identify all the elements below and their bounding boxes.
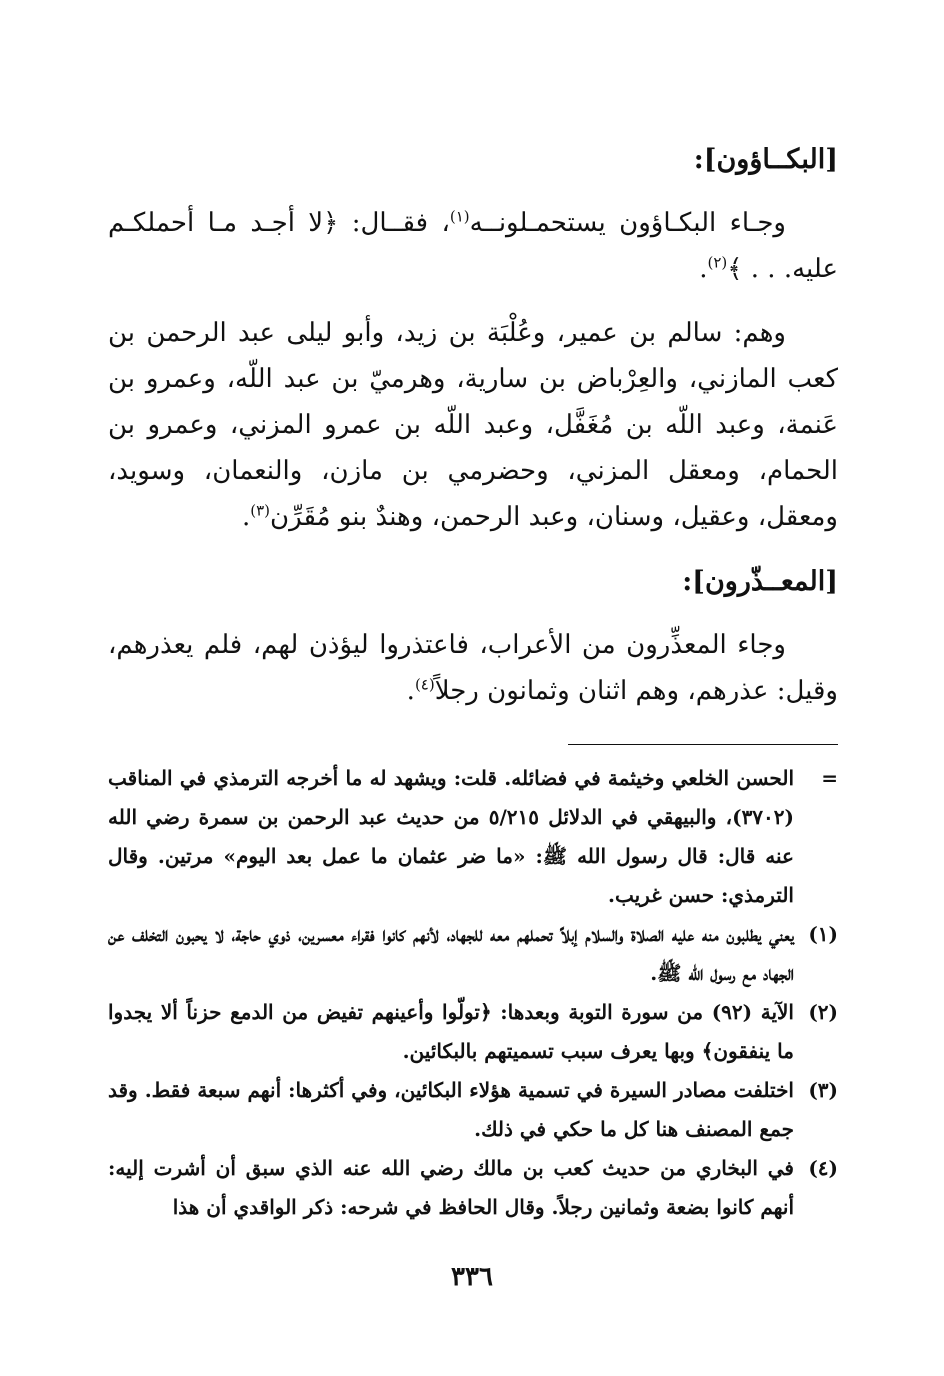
footnote-item	[108, 993, 838, 1071]
footnote-ref[interactable]: (٢)	[707, 253, 728, 272]
footnote-item	[108, 915, 838, 993]
page-number: ٣٣٦	[451, 1262, 493, 1292]
footnote-item	[108, 1149, 838, 1227]
footnotes	[108, 759, 838, 1227]
footnote-ref[interactable]: (٤)	[414, 675, 435, 694]
paragraph-text: ، فقــال: ﴿لا أجـد مـا أحملكـم عليه. . . ﴾	[108, 208, 838, 284]
section-heading-bakkaun: [البكــاؤون]:	[693, 144, 838, 175]
section-heading-muadhirun: [المعــذّرون]:	[682, 566, 838, 597]
footnote-ref[interactable]: (١)	[449, 207, 470, 226]
footnote-ref[interactable]: (٣)	[250, 501, 270, 520]
paragraph-muadhirun	[108, 622, 838, 714]
paragraph-text: وجـاء البكـاؤون يستحمـلونــه	[469, 208, 786, 238]
footnote-number: (٤)	[808, 1156, 838, 1180]
paragraph-bakkaun-names	[108, 310, 838, 540]
footnote-number: (١)	[808, 922, 838, 946]
footnote-item	[108, 1071, 838, 1149]
footnote-text: في البخاري من حديث كعب بن مالك رضي الله عنه الذي سبق أن أشرت إليه: أنهم كانوا بضعة وثمانين رجلاً. وقال الحافظ في شرحه: ذكر الواقدي أن هذا	[108, 1156, 794, 1219]
footnote-item	[108, 759, 838, 915]
paragraph-text: وجاء المعذِّرون من الأعراب، فاعتذروا ليؤذن لهم، فلم يعذرهم، وقيل: عذرهم، وهم اثنان وثمانون رجلاً	[108, 630, 838, 706]
paragraph-bakkaun-intro	[108, 200, 838, 292]
footnote-divider	[568, 744, 838, 745]
footnote-text: يعني يطلبون منه عليه الصلاة والسلام إبلاً تحملهم معه للجهاد، لأنهم كانوا فقراء معسرين، ذوي حاجة، لا يحبون التخلف عن الجهاد مع رسول الله ﷺ.	[108, 922, 794, 985]
page-body	[108, 140, 838, 1227]
paragraph-end: .	[699, 254, 708, 284]
paragraph-text: وهم: سالم بن عمير، وعُلْبَة بن زيد، وأبو ليلى عبد الرحمن بن كعب المازني، والعِرْباض بن سارية، وهرميّ بن عبد اللّه، وعمرو بن عَنمة، وعبد اللّه بن مُغَفَّل، وعبد اللّه بن عمرو المزني، وعمرو بن الحمام، ومعقل المزني، وحضرمي بن مازن، والنعمان، وسويد، ومعقل، وعقيل، وسنان، وعبد الرحمن، وهندٌ بنو مُقَرِّن	[108, 318, 838, 532]
footnote-number: (٢)	[808, 1000, 838, 1024]
footnote-number: (٣)	[808, 1078, 838, 1102]
footnote-text: الحسن الخلعي وخيثمة في فضائله. قلت: ويشهد له ما أخرجه الترمذي في المناقب (٣٧٠٢)، والبيهقي في الدلائل ٥/٢١٥ من حديث عبد الرحمن بن سمرة رضي الله عنه قال: قال رسول الله ﷺ: «ما ضر عثمان ما عمل بعد اليوم» مرتين. وقال الترمذي: حسن غريب.	[108, 766, 794, 907]
footnote-text: الآية (٩٢) من سورة التوبة وبعدها: ﴿تولّوا وأعينهم تفيض من الدمع حزناً ألا يجدوا ما ينفقون﴾ وبها يعرف سبب تسميتهم بالبكائين.	[108, 1000, 794, 1063]
paragraph-end: .	[241, 502, 251, 532]
paragraph-end: .	[406, 676, 415, 706]
footnote-text: اختلفت مصادر السيرة في تسمية هؤلاء البكائين، وفي أكثرها: أنهم سبعة فقط. وقد جمع المصنف هنا كل ما حكي في ذلك.	[108, 1078, 794, 1141]
footnote-number: =	[821, 766, 838, 790]
